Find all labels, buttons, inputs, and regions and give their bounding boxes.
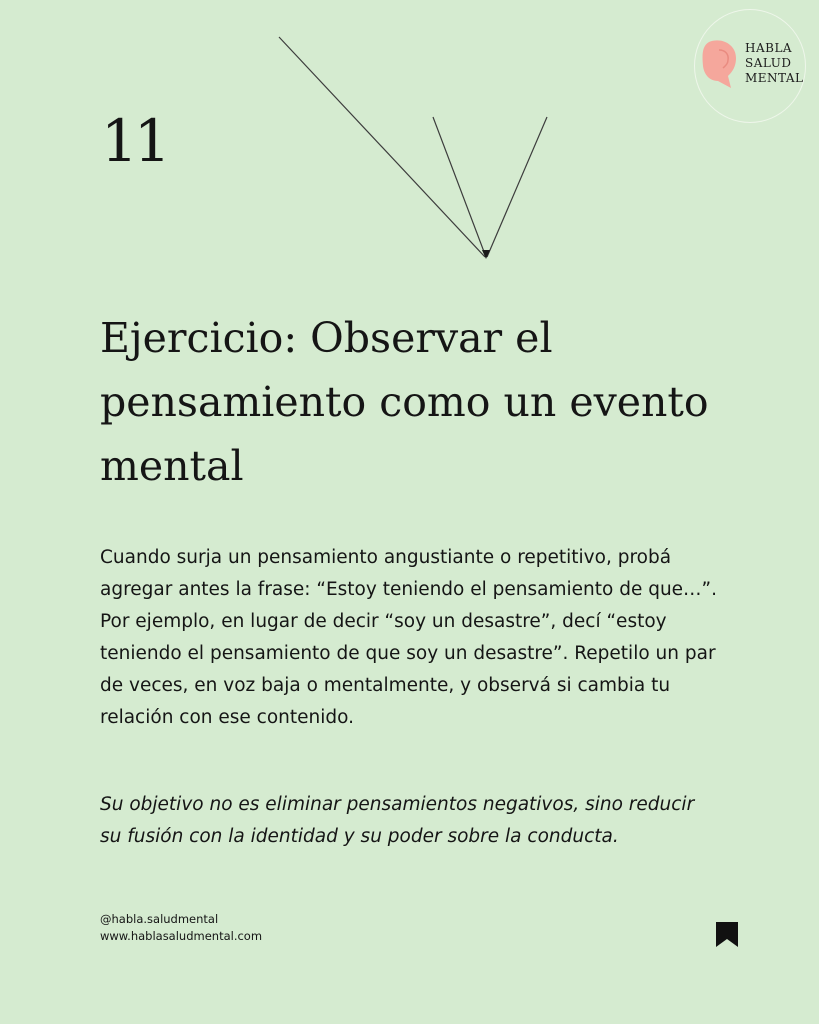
exercise-objective: Su objetivo no es eliminar pensamientos negativos, sino reducir su fusión con la identidad y su poder sobre la conducta. (100, 794, 695, 847)
website-link[interactable]: www.hablasaludmental.com (100, 929, 263, 943)
social-handle: @habla.saludmental (100, 912, 219, 926)
brand-logo (694, 9, 806, 123)
head-speech-bubble-icon (701, 38, 739, 90)
exercise-description: Cuando surja un pensamiento angustiante o repetitivo, probá agregar antes la frase: “Estoy teniendo el pensamiento de que…”. Por ejemplo, en lugar de decir “soy un desastre”, decí “estoy teniendo el pensamiento de que soy un desastre”. Repetilo un par de veces, en voz baja o mentalmente, y observá si cambia tu relación con ese contenido. (100, 547, 718, 728)
footer (100, 911, 262, 945)
brand-logo-text: HABLA SALUD MENTAL (745, 41, 804, 85)
slide-number: 11 (101, 107, 167, 175)
slide-title: Ejercicio: Observar el pensamiento como un evento mental (100, 314, 709, 490)
bookmark-icon[interactable] (716, 922, 738, 947)
